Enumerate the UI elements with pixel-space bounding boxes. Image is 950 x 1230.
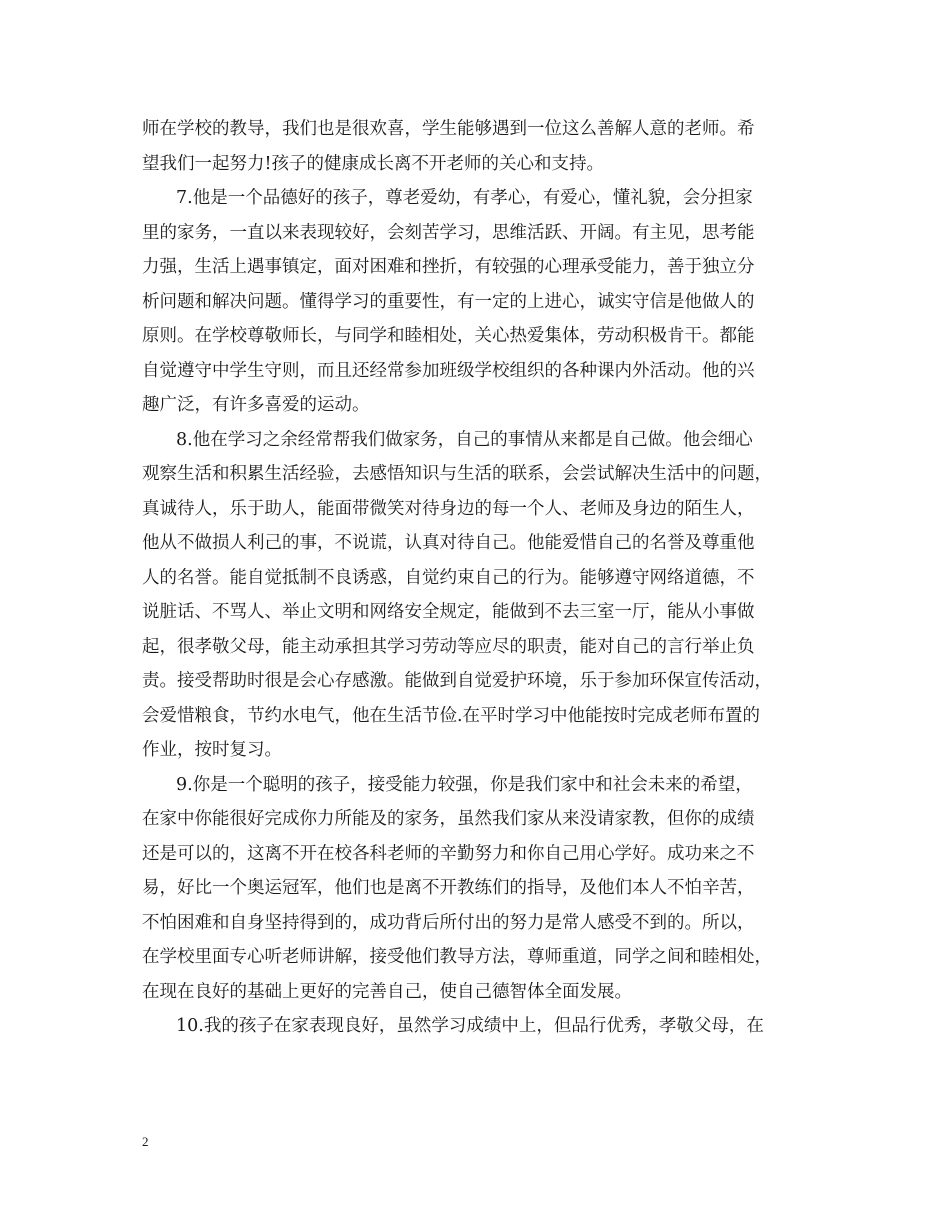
page-number: 2 xyxy=(142,1134,149,1149)
text-line: 观察生活和积累生活经验，去感悟知识与生活的联系，会尝试解决生活中的问题， xyxy=(142,464,772,484)
text-line: 起，很孝敬父母，能主动承担其学习劳动等应尽的职责，能对自己的言行举止负 xyxy=(142,636,755,657)
text-line: 还是可以的，这离不开在校各科老师的辛勤努力和你自己用心学好。成功来之不 xyxy=(142,843,755,864)
text-line: 望我们一起努力!孩子的健康成长离不开老师的关心和支持。 xyxy=(142,153,605,174)
text-line: 责。接受帮助时很是会心存感激。能做到自觉爱护环境，乐于参加环保宣传活动， xyxy=(142,671,772,691)
text-line: 会爱惜粮食，节约水电气，他在生活节俭.在平时学习中他能按时完成老师布置的 xyxy=(142,705,761,726)
text-line: 8.他在学习之余经常帮我们做家务，自己的事情从来都是自己做。他会细心 xyxy=(176,429,753,450)
text-line: 人的名誉。能自觉抵制不良诱惑，自觉约束自己的行为。能够遵守网络道德，不 xyxy=(142,567,755,588)
text-line: 师在学校的教导，我们也是很欢喜，学生能够遇到一位这么善解人意的老师。希 xyxy=(142,119,755,139)
text-line: 作业，按时复习。 xyxy=(142,740,282,760)
text-line: 原则。在学校尊敬师长，与同学和睦相处，关心热爱集体，劳动积极肯干。都能 xyxy=(142,326,755,346)
text-line: 10.我的孩子在家表现良好，虽然学习成绩中上，但品行优秀，孝敬父母，在 xyxy=(176,1016,764,1036)
text-line: 9.你是一个聪明的孩子，接受能力较强，你是我们家中和社会未来的希望， xyxy=(176,774,753,795)
text-line: 里的家务，一直以来表现较好，会刻苦学习，思维活跃、开阔。有主见，思考能 xyxy=(142,222,755,243)
text-line: 他从不做损人利己的事，不说谎，认真对待自己。他能爱惜自己的名誉及尊重他 xyxy=(142,533,755,553)
text-line: 趣广泛，有许多喜爱的运动。 xyxy=(142,395,370,415)
text-line: 易，好比一个奥运冠军，他们也是离不开教练们的指导，及他们本人不怕辛苦， xyxy=(142,878,755,898)
text-line: 在学校里面专心听老师讲解，接受他们教导方法，尊师重道，同学之间和睦相处， xyxy=(142,947,772,967)
text-line: 在家中你能很好完成你力所能及的家务，虽然我们家从来没请家教，但你的成绩 xyxy=(142,809,755,829)
text-line: 说脏话、不骂人、举止文明和网络安全规定，能做到不去三室一厅，能从小事做 xyxy=(142,602,755,622)
text-line: 析问题和解决问题。懂得学习的重要性，有一定的上进心，诚实守信是他做人的 xyxy=(142,291,755,312)
document-body xyxy=(142,112,822,1044)
text-line: 自觉遵守中学生守则，而且还经常参加班级学校组织的各种课内外活动。他的兴 xyxy=(142,360,755,381)
text-line: 7.他是一个品德好的孩子，尊老爱幼，有孝心，有爱心，懂礼貌，会分担家 xyxy=(176,188,753,208)
text-line: 不怕困难和自身坚持得到的，成功背后所付出的努力是常人感受不到的。所以， xyxy=(142,912,755,933)
text-line: 在现在良好的基础上更好的完善自己，使自己德智体全面发展。 xyxy=(142,981,632,1002)
text-line: 力强，生活上遇事镇定，面对困难和挫折，有较强的心理承受能力，善于独立分 xyxy=(142,257,755,277)
text-line: 真诚待人，乐于助人，能面带微笑对待身边的每一个人、老师及身边的陌生人， xyxy=(142,498,755,519)
